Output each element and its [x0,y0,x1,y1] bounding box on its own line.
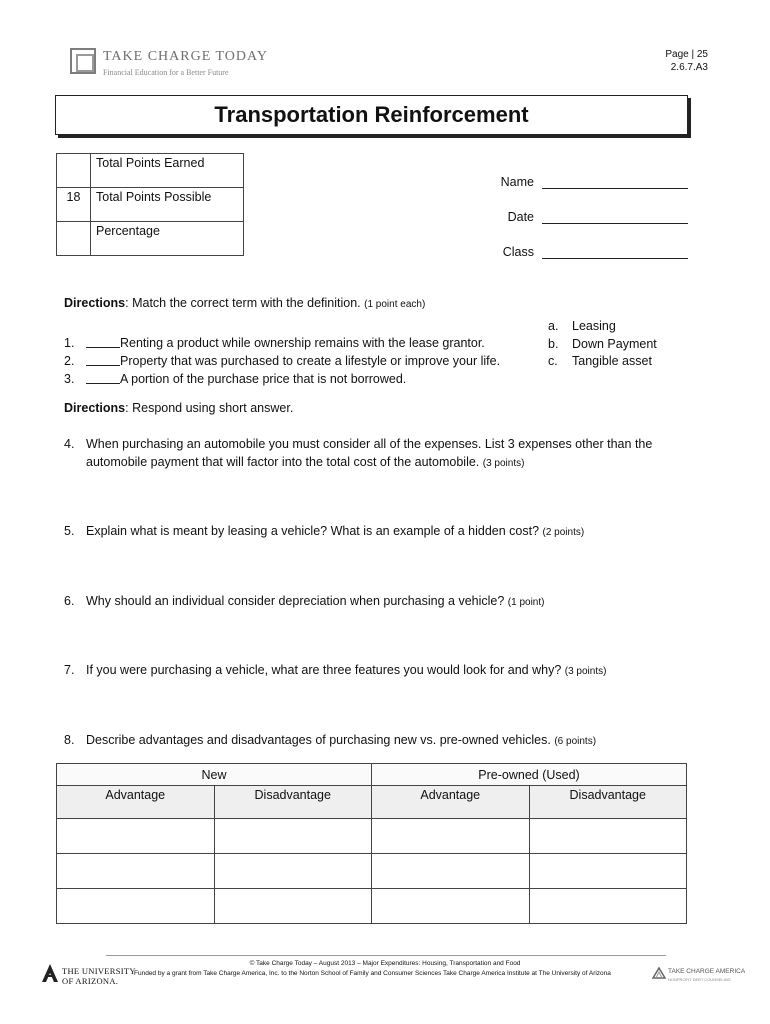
question-7 [64,661,704,681]
answer-cell[interactable] [214,819,372,854]
group-header-preowned: Pre-owned (Used) [372,764,687,786]
answer-cell[interactable] [214,854,372,889]
question-points: (1 point) [507,597,545,608]
points-table [56,153,244,256]
term-text: Leasing [572,319,616,333]
tca-name: TAKE CHARGE AMERICA [668,968,746,975]
term-letter: c. [548,354,558,368]
matching-definition: Renting a product while ownership remains with the lease grantor. [120,336,485,350]
answer-cell[interactable] [372,854,530,889]
term-item [548,353,657,371]
page-title: Transportation Reinforcement [214,102,529,127]
question-points: (3 points) [564,666,607,677]
column-header: Disadvantage [214,786,372,819]
column-header-row [57,786,687,819]
matching-definition: A portion of the purchase price that is not borrowed. [120,372,407,386]
matching-definition: Property that was purchased to create a lifestyle or improve your life. [120,354,501,368]
take-charge-america-logo-icon [652,966,666,980]
term-text: Down Payment [572,336,657,351]
answer-cell[interactable] [372,889,530,924]
class-field [470,244,688,259]
comparison-table [56,763,687,924]
page-label: Page | 25 [665,49,708,60]
table-row [57,819,687,854]
directions-points: (1 point each) [364,299,426,310]
directions-text: : Match the correct term with the definition. [125,296,365,310]
table-row [57,889,687,924]
question-text [86,661,606,681]
points-label-cell: Total Points Earned [91,154,244,188]
matching-list [64,334,500,388]
question-text [86,522,584,542]
question-points: (2 points) [542,527,585,538]
term-item [548,318,657,336]
name-field [470,174,688,189]
term-letter: a. [548,319,559,333]
answer-blank[interactable] [86,352,120,366]
term-text: Tangible asset [572,354,652,368]
university-of-arizona-logo-icon [40,962,60,984]
ua-line-2: OF ARIZONA. [62,976,119,986]
table-row [57,854,687,889]
question-text [86,435,704,473]
footer-funding: Funded by a grant from Take Charge America, Inc. to the Norton School of Family and Consumer Sciences Take Charge America Institute at The University of Arizona [134,970,611,977]
tca-subtitle: NONPROFIT DEBT COUNSELING [668,977,731,982]
matching-number: 1. [64,336,75,350]
class-label: Class [502,245,534,259]
directions-label: Directions [64,401,126,415]
column-header: Advantage [57,786,215,819]
class-input-line[interactable] [542,244,688,259]
question-number: 8. [64,733,75,747]
question-body: Why should an individual consider depreciation when purchasing a vehicle? [86,594,508,608]
matching-number: 3. [64,372,75,386]
question-number: 5. [64,524,75,538]
take-charge-america-wordmark [668,968,745,984]
terms-list [548,318,657,371]
answer-cell[interactable] [529,889,687,924]
logo-subtitle: Financial Education for a Better Future [103,68,229,77]
directions-label: Directions [64,296,126,310]
directions-matching [64,296,425,310]
answer-cell[interactable] [57,854,215,889]
points-row [57,154,244,188]
question-8 [64,731,704,751]
question-text [86,592,544,612]
question-body: If you were purchasing a vehicle, what are three features you would look for and why? [86,663,565,677]
term-letter: b. [548,336,559,351]
matching-item [64,334,500,352]
column-header: Advantage [372,786,530,819]
group-header-row [57,764,687,786]
answer-cell[interactable] [529,819,687,854]
points-row [57,222,244,256]
question-number: 4. [64,437,75,451]
answer-cell[interactable] [372,819,530,854]
question-number: 7. [64,663,75,677]
question-points: (6 points) [554,736,597,747]
university-of-arizona-wordmark [62,966,136,986]
question-points: (3 points) [482,458,525,469]
footer-copyright: © Take Charge Today – August 2013 – Major Expenditures: Housing, Transportation and Food [249,960,521,967]
directions-short-answer [64,401,293,415]
date-label: Date [507,210,534,224]
question-body: Explain what is meant by leasing a vehicle? What is an example of a hidden cost? [86,524,543,538]
points-value-cell: 18 [57,188,91,222]
name-label: Name [500,175,534,189]
question-5 [64,522,704,542]
ua-line-1: THE UNIVERSITY [62,966,136,976]
points-row [57,188,244,222]
question-6 [64,592,704,612]
page-number [665,48,708,74]
logo-title: TAKE CHARGE TODAY [103,49,268,64]
answer-blank[interactable] [86,334,120,348]
directions-text: : Respond using short answer. [125,401,294,415]
points-label-cell: Total Points Possible [91,188,244,222]
question-text [86,731,596,751]
question-body: Describe advantages and disadvantages of purchasing new vs. pre-owned vehicles. [86,733,555,747]
name-input-line[interactable] [542,174,688,189]
page-code: 2.6.7.A3 [670,62,708,73]
matching-number: 2. [64,354,75,368]
date-input-line[interactable] [542,209,688,224]
date-field [470,209,688,224]
answer-blank[interactable] [86,370,120,384]
points-label-cell: Percentage [91,222,244,256]
group-header-new: New [57,764,372,786]
column-header: Disadvantage [529,786,687,819]
matching-item [64,352,500,370]
answer-cell[interactable] [214,889,372,924]
answer-cell[interactable] [57,819,215,854]
title-box [55,95,688,135]
footer-divider [106,955,666,956]
points-value-cell[interactable] [57,154,91,188]
answer-cell[interactable] [57,889,215,924]
answer-cell[interactable] [529,854,687,889]
points-value-cell[interactable] [57,222,91,256]
question-number: 6. [64,594,75,608]
question-body: When purchasing an automobile you must consider all of the expenses. List 3 expenses other than the automobile payment that will factor into the total cost of the automobile. [86,437,653,469]
term-item [548,336,657,354]
question-4 [64,435,704,473]
matching-item [64,370,500,388]
take-charge-today-logo-icon [70,48,96,74]
